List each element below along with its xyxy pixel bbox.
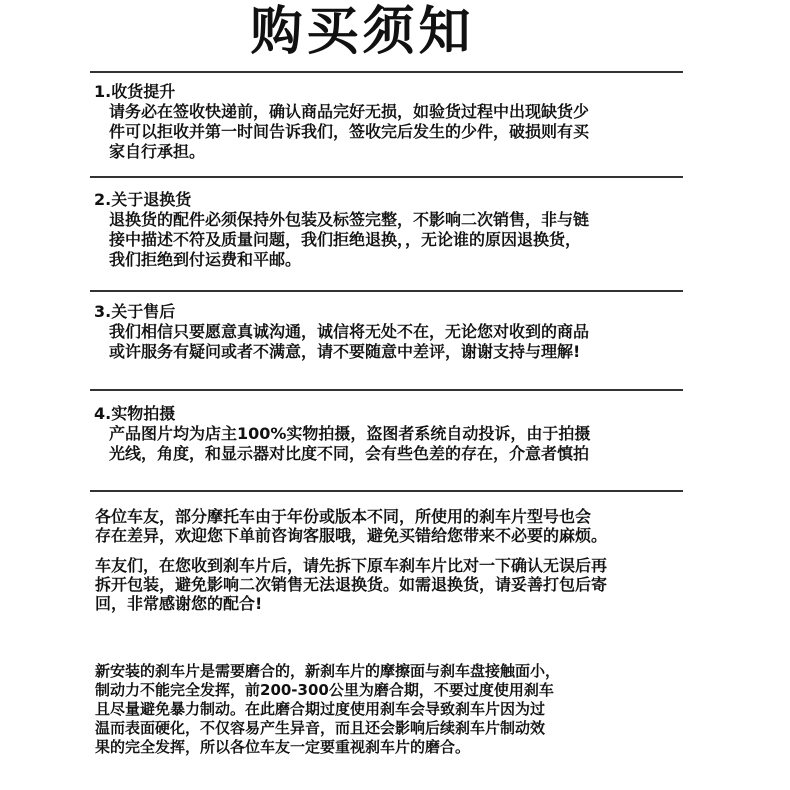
section-text-line: 我们拒绝到付运费和平邮。 (109, 250, 302, 269)
notice-text-line: 存在差异，欢迎您下单前咨询客服哦，避免买错给您带来不必要的麻烦。 (95, 526, 608, 545)
section-heading: 1.收货提升 (94, 82, 176, 101)
notice-model-difference (95, 507, 715, 545)
notice-compare-before-install (95, 556, 715, 613)
section-text-line: 件可以拒收并第一时间告诉我们，签收完后发生的少件，破损则有买 (109, 122, 590, 141)
divider (90, 490, 683, 492)
notice-break-in (95, 662, 715, 757)
section-heading: 3.关于售后 (94, 302, 176, 321)
notice-text-line: 温而表面硬化，不仅容易产生异音，而且还会影响后续刹车片制动效 (95, 719, 546, 737)
section-text-line: 退换货的配件必须保持外包装及标签完整，不影响二次销售，非与链 (109, 210, 590, 229)
notice-text-line: 且尽量避免暴力制动。在此磨合期过度使用刹车会导致刹车片因为过 (95, 700, 546, 718)
section-text-line: 光线，角度，和显示器对比度不同，会有些色差的存在，介意者慎拍 (109, 444, 590, 463)
section-receiving (94, 82, 694, 162)
notice-text-line: 回，非常感谢您的配合! (95, 594, 263, 613)
section-returns (94, 190, 694, 270)
notice-text-line: 车友们，在您收到刹车片后，请先拆下原车刹车片比对一下确认无误后再 (95, 556, 608, 575)
section-heading: 4.实物拍摄 (94, 404, 176, 423)
section-photos (94, 404, 694, 464)
notice-text-line: 各位车友，部分摩托车由于年份或版本不同，所使用的刹车片型号也会 (95, 507, 592, 526)
notice-text-line: 拆开包装，避免影响二次销售无法退换货。如需退换货，请妥善打包后寄 (95, 575, 608, 594)
section-text-line: 家自行承担。 (109, 142, 206, 161)
section-after-sales (94, 302, 694, 362)
section-heading: 2.关于退换货 (94, 190, 192, 209)
section-text-line: 接中描述不符及质量问题，我们拒绝退换，，无论谁的原因退换货， (109, 230, 582, 249)
section-text-line: 请务必在签收快递前，确认商品完好无损，如验货过程中出现缺货少 (109, 102, 590, 121)
divider (90, 389, 683, 391)
notice-text-line: 制动力不能完全发挥，前200-300公里为磨合期，不要过度使用刹车 (95, 681, 554, 699)
divider (90, 71, 683, 73)
section-text-line: 产品图片均为店主100%实物拍摄，盗图者系统自动投诉，由于拍摄 (109, 424, 591, 443)
section-text-line: 我们相信只要愿意真诚沟通，诚信将无处不在，无论您对收到的商品 (109, 322, 590, 341)
page-title: 购买须知 (250, 2, 475, 62)
notice-text-line: 新安装的刹车片是需要磨合的，新刹车片的摩擦面与刹车盘接触面小， (95, 662, 561, 680)
divider (90, 176, 683, 178)
section-text-line: 或许服务有疑问或者不满意，请不要随意中差评，谢谢支持与理解! (109, 342, 581, 361)
divider (90, 290, 683, 292)
notice-text-line: 果的完全发挥，所以各位车友一定要重视刹车片的磨合。 (95, 738, 471, 756)
